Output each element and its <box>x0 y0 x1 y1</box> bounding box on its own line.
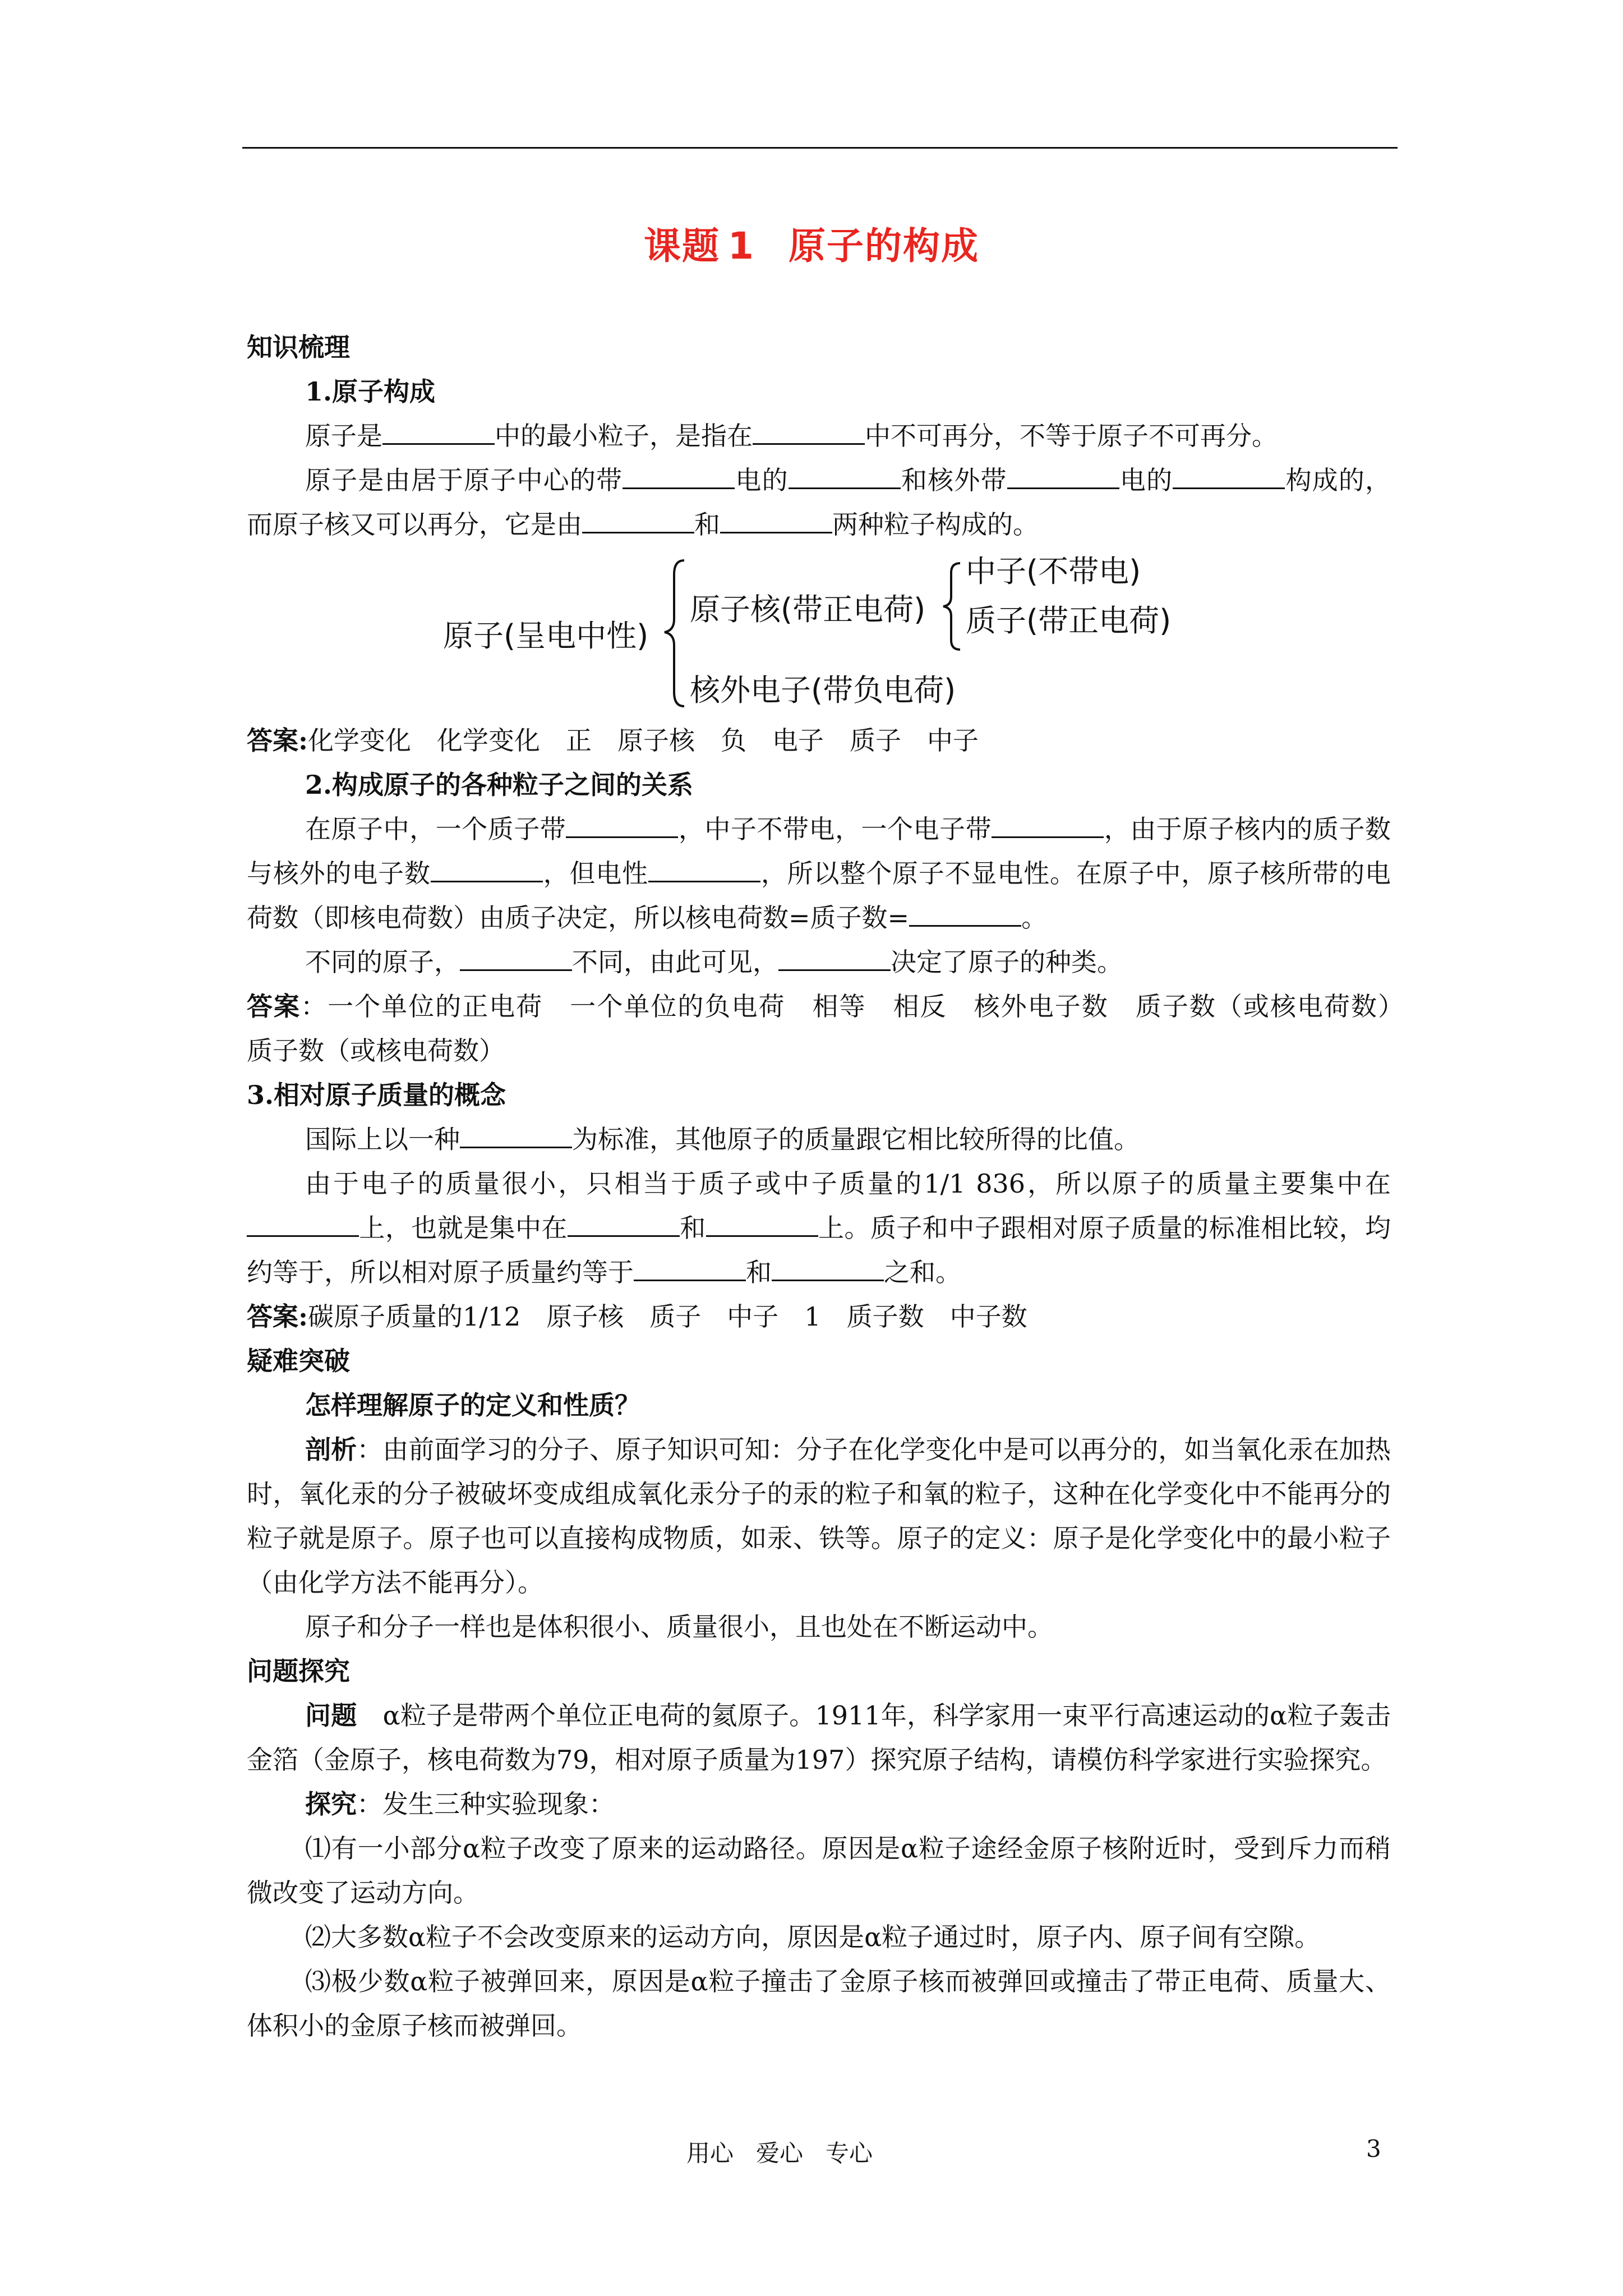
fill-blank <box>247 1213 359 1237</box>
page-footer <box>686 2135 895 2169</box>
fill-blank <box>992 814 1104 838</box>
inquiry-item: ⑶极少数α粒子被弹回来，原因是α粒子撞击了金原子核而被弹回或撞击了带正电荷、质量大、体积小的金原子核而被弹回。 <box>247 1966 1391 2041</box>
header-rule <box>242 147 1398 149</box>
inquiry-item: ⑵大多数α粒子不会改变原来的运动方向，原因是α粒子通过时，原子内、原子间有空隙。 <box>305 1922 1321 1952</box>
fill-blank <box>706 1213 818 1237</box>
difficult-question: 怎样理解原子的定义和性质？ <box>305 1390 640 1420</box>
s3-para1: 国际上以一种 为标准，其他原子的质量跟它相比较所得的比值。 <box>305 1124 1140 1154</box>
s3-para2: 由于电子的质量很小，只相当于质子或中子质量的1/1 836，所以原子的质量主要集中在上，也就是集中在 和 上。质子和中子跟相对原子质量的标准相比较，均约等于，所以相对原子质量约等于 和 之和。 <box>247 1168 1391 1287</box>
s2-para1: 在原子中，一个质子带 ，中子不带电，一个电子带 ，由于原子核内的质子数与核外的电子数 ，但电性 ，所以整个原子不显电性。在原子中，原子核所带的电荷数（即核电荷数）由质子决定，所以核电荷数=质子数= 。 <box>247 814 1391 933</box>
inquiry-item: ⑴有一小部分α粒子改变了原来的运动路径。原因是α粒子途经金原子核附近时，受到斥力而稍微改变了运动方向。 <box>247 1833 1391 1908</box>
page-title: 课题 1 原子的构成 <box>644 224 979 268</box>
proton-label: 质子(带正电荷) <box>966 603 1172 638</box>
fill-blank <box>1007 465 1119 489</box>
brace-right <box>943 563 960 650</box>
fill-blank <box>772 1257 884 1281</box>
section-heading-difficult: 疑难突破 <box>247 1346 350 1376</box>
fill-blank <box>431 858 543 882</box>
neutron-label: 中子(不带电) <box>966 554 1141 589</box>
s3-heading: 3.相对原子质量的概念 <box>247 1080 506 1110</box>
page-number: 3 <box>1366 2135 1381 2162</box>
fill-blank <box>460 947 572 971</box>
fill-blank <box>568 1213 680 1237</box>
section-heading-knowledge: 知识梳理 <box>247 332 350 362</box>
fill-blank <box>1173 465 1285 489</box>
s1-para1: 原子是 中的最小粒子，是指在 中不可再分，不等于原子不可再分。 <box>305 421 1278 451</box>
footer-word: 专心 <box>826 2139 873 2167</box>
s2-para2: 不同的原子， 不同，由此可见， 决定了原子的种类。 <box>305 947 1123 977</box>
fill-blank <box>789 465 901 489</box>
electron-label: 核外电子(带负电荷) <box>690 673 956 708</box>
inquiry-explore: 探究：发生三种实验现象： <box>305 1789 615 1819</box>
fill-blank <box>634 1257 746 1281</box>
fill-blank <box>566 814 678 838</box>
fill-blank <box>720 509 832 533</box>
s2-answer: 答案：一个单位的正电荷 一个单位的负电荷 相等 相反 核外电子数 质子数（或核电荷数） 质子数（或核电荷数） <box>247 991 1417 1066</box>
main-content <box>247 325 1417 2048</box>
footer-word: 用心 <box>686 2139 734 2167</box>
fill-blank <box>648 858 760 882</box>
fill-blank <box>753 421 865 445</box>
fill-blank <box>382 421 495 445</box>
fill-blank <box>582 509 694 533</box>
s2-heading: 2.构成原子的各种粒子之间的关系 <box>305 770 694 800</box>
atom-label: 原子(呈电中性) <box>443 618 649 654</box>
fill-blank <box>778 947 891 971</box>
atom-structure-diagram <box>247 549 1391 717</box>
fill-blank <box>909 903 1021 927</box>
s3-answer: 答案:碳原子质量的1/12 原子核 质子 中子 1 质子数 中子数 <box>247 1301 1027 1332</box>
s1-para2: 原子是由居于原子中心的带 电的 和核外带 电的 构成的，而原子核又可以再分，它是由 和 两种粒子构成的。 <box>247 465 1391 540</box>
inquiry-problem: 问题 α粒子是带两个单位正电荷的氦原子。1911年，科学家用一束平行高速运动的α粒子轰击金箔（金原子，核电荷数为79，相对原子质量为197）探究原子结构，请模仿科学家进行实验探究。 <box>247 1700 1391 1775</box>
difficult-analysis: 剖析：由前面学习的分子、原子知识可知：分子在化学变化中是可以再分的，如当氧化汞在加热时，氧化汞的分子被破坏变成组成氧化汞分子的汞的粒子和氧的粒子，这种在化学变化中不能再分的粒子就是原子。原子也可以直接构成物质，如汞、铁等。原子的定义：原子是化学变化中的最小粒子（由化学方法不能再分）。 <box>247 1434 1391 1598</box>
nucleus-label: 原子核(带正电荷) <box>690 592 926 627</box>
brace-left <box>665 560 684 706</box>
s1-heading: 1.原子构成 <box>305 376 436 407</box>
difficult-para2: 原子和分子一样也是体积很小、质量很小，且也处在不断运动中。 <box>305 1612 1053 1642</box>
fill-blank <box>623 465 735 489</box>
fill-blank <box>460 1124 572 1148</box>
section-heading-inquiry: 问题探究 <box>247 1656 350 1686</box>
s1-answer: 答案:化学变化 化学变化 正 原子核 负 电子 质子 中子 <box>247 725 979 756</box>
footer-word: 爱心 <box>756 2139 804 2167</box>
